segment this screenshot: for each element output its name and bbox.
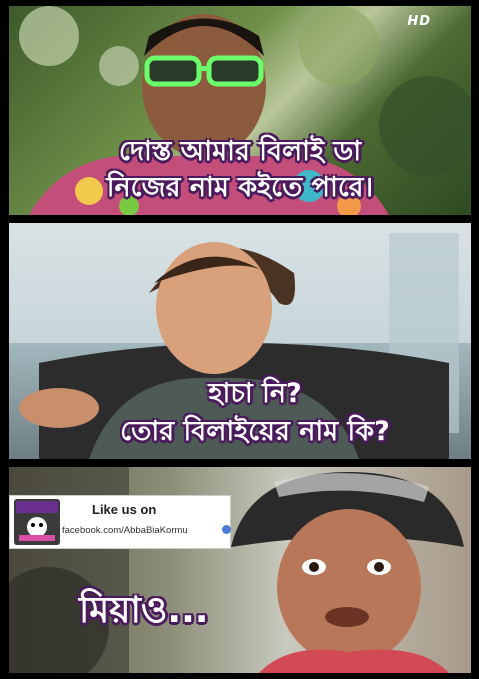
like-us-text: Like us on: [92, 502, 157, 517]
meme-panel-2: [9, 223, 471, 459]
facebook-page-link[interactable]: facebook.com/AbbaBiaKormu: [62, 525, 188, 536]
panel-3-caption: মিয়াও...: [79, 590, 209, 631]
red-shirt: [259, 650, 449, 673]
panel-1-caption-line-2: নিজের নাম কইতে পারে।: [106, 172, 374, 203]
meme-panel-1: [9, 6, 471, 215]
panel-2-caption: [9, 375, 471, 451]
panel-1-caption-line-1: দোস্ত আমার বিলাই ডা: [118, 136, 362, 167]
facebook-promo-box[interactable]: [9, 495, 231, 549]
meme-panel-3: [9, 467, 471, 673]
hd-badge: HD: [407, 14, 431, 29]
panel-1-caption: [9, 134, 471, 206]
verified-check-icon: [222, 525, 231, 534]
panel-2-caption-line-2: তোর বিলাইয়ের নাম কি?: [120, 416, 390, 447]
page-logo-icon: [14, 499, 60, 545]
panel-2-caption-line-1: হাচা নি?: [208, 378, 302, 409]
man-face: [277, 509, 421, 665]
sunglasses-right-icon: [209, 58, 261, 84]
sunglasses-left-icon: [147, 58, 199, 84]
